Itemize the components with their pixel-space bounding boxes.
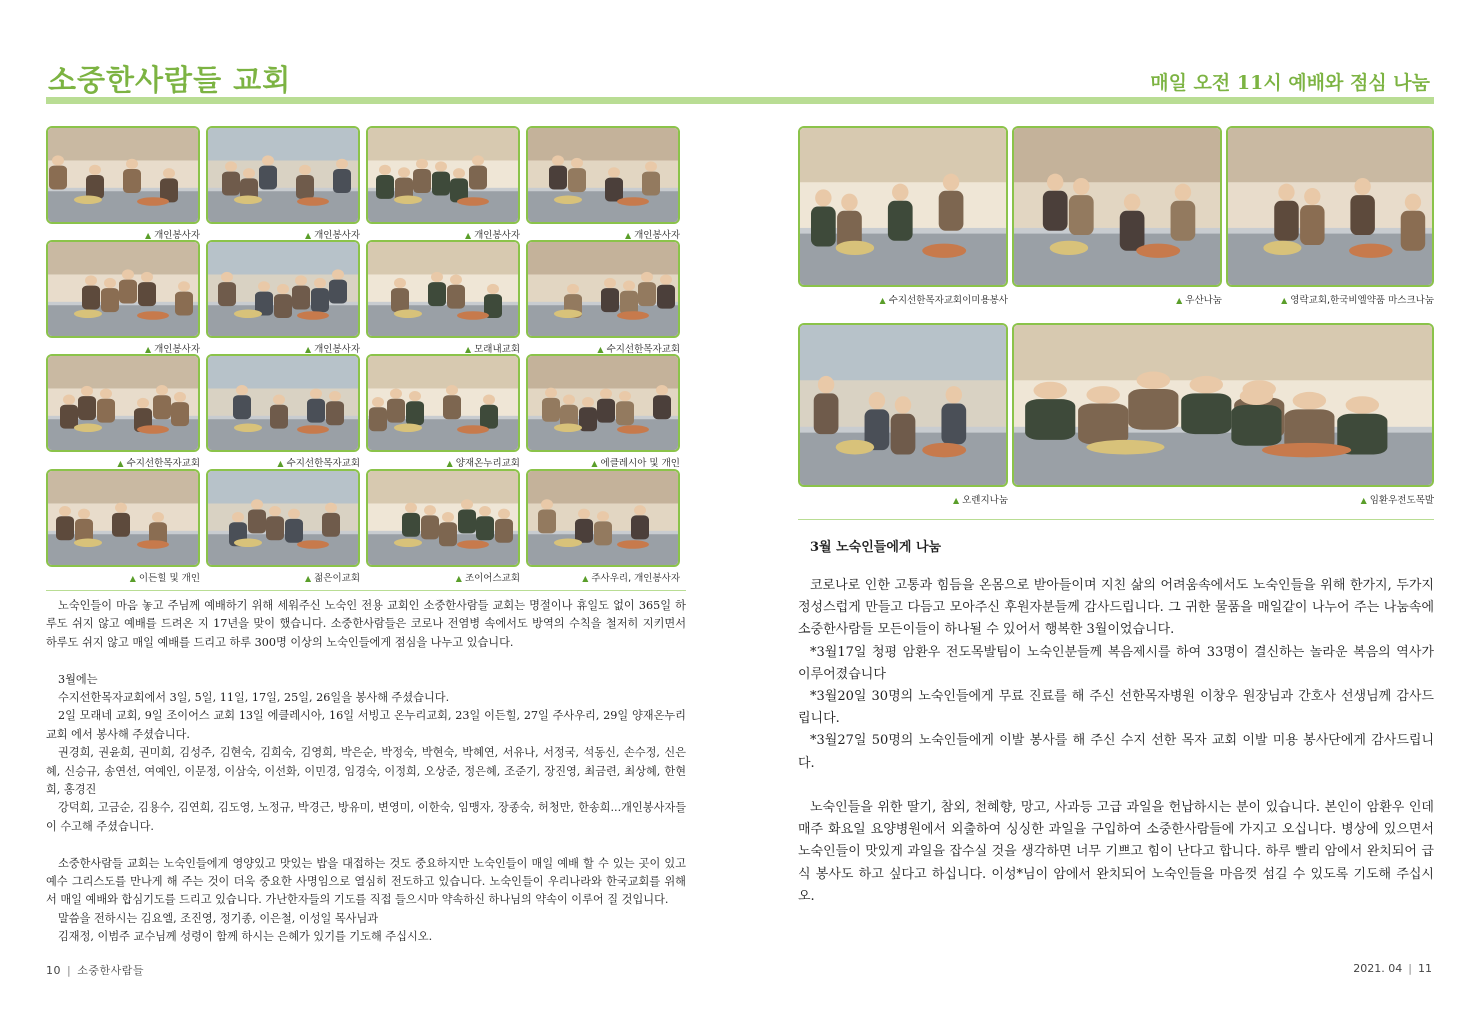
photo-caption-text: 주사우리, 개인봉사자 — [591, 573, 680, 584]
photo-caption-text: 젊은이교회 — [314, 573, 360, 584]
volunteer-photo — [206, 354, 360, 452]
volunteer-photo — [206, 469, 360, 567]
volunteer-photo — [46, 469, 200, 567]
photo-caption — [798, 492, 1008, 506]
triangle-marker-icon: ▲ — [1360, 496, 1367, 505]
volunteer-photo — [366, 354, 520, 452]
photo-caption-text: 개인봉사자 — [314, 344, 360, 355]
right-paragraph: *3월20일 30명의 노숙인들에게 무료 진료를 해 주신 선한목자병원 이창우 원장님과 간호사 선생님께 감사드립니다. — [798, 689, 1434, 727]
triangle-marker-icon: ▲ — [952, 496, 960, 505]
photo-caption — [366, 570, 520, 584]
triangle-marker-icon: ▲ — [597, 345, 604, 354]
triangle-marker-icon: ▲ — [117, 459, 124, 468]
photo-caption — [366, 455, 520, 469]
left-paragraph: 강덕희, 고금순, 김용수, 김연희, 김도영, 노정규, 박경근, 방유미, 변영미, 이한숙, 임맹자, 장종숙, 허청만, 한송희...개인봉사자들이 수고해 주셨습니다. — [46, 801, 686, 833]
photo-caption-text: 개인봉사자 — [314, 230, 360, 241]
triangle-marker-icon: ▲ — [464, 231, 472, 240]
right-paragraph: 노숙인들을 위한 딸기, 참외, 천혜향, 망고, 사과등 고급 과일을 헌납하시는 분이 있습니다. 본인이 암환우 인데 매주 화요일 요양병원에서 외출하여 싱싱한 과일을 구입하여 소중한사람들에 가지고 오십니다. 병상에 있으면서 노숙인들이 맛있게 과일을 잡수실 것을 생각하면 너무 기쁘고 힘이 난다고 합니다. 하루 빨리 암에서 완치되어 급식 봉사도 하고 싶다고 하십니다. 이성*님이 암에서 완치되어 노숙인들을 마음껏 섬길 수 있도록 기도해 주십시오. — [798, 800, 1434, 904]
photo-caption-text: 수지선한목자교회 — [286, 458, 360, 469]
volunteer-photo — [526, 126, 680, 224]
publication-name: 소중한사람들 — [77, 964, 144, 977]
volunteer-photo — [46, 354, 200, 452]
triangle-marker-icon: ▲ — [879, 296, 886, 305]
left-paragraph: 권경희, 권윤희, 권미희, 김성주, 김현숙, 김희숙, 김영희, 박은순, 박정숙, 박현숙, 박혜연, 서유나, 서정국, 석동신, 손수정, 신은혜, 신승규, 송연선, 여예인, 이문정, 이삼숙, 이선화, 이민경, 임경숙, 이정희, 오상준, 정은혜, 조준기, 장진영, 최금련, 최상혜, 한현희, 홍경진 — [46, 746, 686, 797]
photo-caption — [206, 341, 360, 355]
outreach-photo — [1226, 126, 1434, 287]
triangle-marker-icon: ▲ — [144, 231, 152, 240]
left-article — [46, 597, 686, 947]
triangle-marker-icon: ▲ — [446, 459, 453, 468]
volunteer-photo — [46, 126, 200, 224]
photo-caption-text: 개인봉사자 — [154, 344, 200, 355]
footer-left: 10 | 소중한사람들 — [46, 964, 144, 977]
left-paragraph: 김재정, 이범주 교수님께 성령이 함께 하시는 은혜가 있기를 기도해 주십시오. — [58, 930, 433, 944]
photo-caption-text: 임환우전도목발 — [1369, 495, 1434, 506]
outreach-photo — [1012, 323, 1434, 487]
triangle-marker-icon: ▲ — [1281, 296, 1288, 305]
left-paragraph: 수지선한목자교회에서 3일, 5일, 11일, 17일, 25일, 26일을 봉사해 주셨습니다. — [58, 691, 450, 705]
left-paragraph: 2일 모래네 교회, 9일 조이어스 교회 13일 에클레시아, 16일 서빙고 온누리교회, 23일 이든힐, 27일 주사우리, 29일 양재온누리교회 에서 봉사해 주셨습니다. — [46, 709, 686, 741]
photo-caption — [1012, 492, 1434, 506]
triangle-marker-icon: ▲ — [304, 574, 312, 583]
photo-caption — [798, 292, 1008, 306]
right-paragraph: *3월17일 청평 암환우 전도목발팀이 노숙인분들께 복음제시를 하여 33명이 결신하는 놀라운 복음의 역사가 이루어졌습니다 — [798, 644, 1434, 682]
left-paragraph: 소중한사람들 교회는 노숙인들에게 영양있고 맛있는 밥을 대접하는 것도 중요하지만 노숙인들이 매일 예배 할 수 있는 곳이 있고 예수 그리스도를 만나게 해 주는 것이 더욱 중요한 사명임으로 열심히 전도하고 있습니다. 노숙인들이 우리나라와 한국교회를 위해서 매일 예배와 합심기도를 드리고 있습니다. 가난한자들의 기도를 직접 들으시마 약속하신 하나님의 약속이 이루어 질 것입니다. — [46, 856, 686, 907]
left-paragraph: 3월에는 — [58, 672, 98, 686]
triangle-marker-icon: ▲ — [624, 231, 632, 240]
photo-caption — [366, 341, 520, 355]
photo-caption — [46, 455, 200, 469]
triangle-marker-icon: ▲ — [464, 345, 472, 354]
photo-caption — [46, 341, 200, 355]
photo-caption-text: 오렌지나눔 — [962, 495, 1008, 506]
outreach-photo — [798, 126, 1008, 287]
left-paragraph: 말씀을 전하시는 김요엘, 조진영, 정기종, 이은철, 이성일 목사님과 — [58, 911, 379, 925]
left-paragraph: 노숙인들이 마음 놓고 주님께 예배하기 위해 세워주신 노숙인 전용 교회인 소중한사람들 교회는 명절이나 휴일도 없이 365일 하루도 쉬지 않고 예배를 드려온 지 17년을 맞이 했습니다. 소중한사람들은 코로나 전염병 속에서도 방역의 수칙을 철저히 지키면서 하루도 쉬지 않고 매일 예배를 드리고 하루 300명 이상의 노숙인들에게 점심을 나누고 있습니다. — [46, 599, 686, 649]
photo-caption-text: 수지선한목자교회이미용봉사 — [888, 295, 1008, 306]
page-number-right: 11 — [1418, 962, 1432, 975]
photo-caption-text: 개인봉사자 — [634, 230, 680, 241]
page-number-left: 10 — [46, 964, 61, 977]
triangle-marker-icon: ▲ — [582, 574, 589, 583]
issue-date: 2021. 04 — [1353, 962, 1403, 975]
volunteer-photo — [206, 126, 360, 224]
page-title-right: 매일 오전 11시 예배와 점심 나눔 — [1150, 72, 1430, 94]
triangle-marker-icon: ▲ — [591, 459, 598, 468]
triangle-marker-icon: ▲ — [277, 459, 284, 468]
photo-caption-text: 양재온누리교회 — [455, 458, 520, 469]
photo-caption — [206, 570, 360, 584]
right-paragraph: 코로나로 인한 고통과 힘듬을 온몸으로 받아들이며 지친 삶의 어려움속에서도 노숙인들을 위해 한가지, 두가지 정성스럽게 만들고 다듬고 모아주신 후원자분들께 감사드립니다. 그 귀한 물품을 매일같이 나누어 주는 나눔속에 소중한사람들 모든이들이 하나될 수 있어서 행복한 3월이었습니다. — [798, 578, 1434, 638]
volunteer-photo — [526, 354, 680, 452]
photo-caption-text: 수지선한목자교회 — [126, 458, 200, 469]
photo-caption-text: 개인봉사자 — [474, 230, 520, 241]
triangle-marker-icon: ▲ — [304, 231, 312, 240]
photo-caption — [1012, 292, 1222, 306]
photo-caption-text: 조이어스교회 — [464, 573, 520, 584]
triangle-marker-icon: ▲ — [129, 574, 136, 583]
photo-caption-text: 모래내교회 — [474, 344, 520, 355]
photo-caption — [526, 227, 680, 241]
volunteer-photo — [46, 240, 200, 338]
outreach-photo — [1012, 126, 1222, 287]
volunteer-photo — [366, 469, 520, 567]
photo-caption — [526, 570, 680, 584]
photo-caption-text: 에클레시아 및 개인 — [600, 458, 680, 469]
photo-caption — [46, 570, 200, 584]
right-article-heading: 3월 노숙인들에게 나눔 — [810, 540, 942, 555]
photo-caption-text: 수지선한목자교회 — [606, 344, 680, 355]
outreach-photo — [798, 323, 1008, 487]
left-divider — [46, 590, 686, 591]
triangle-marker-icon: ▲ — [304, 345, 312, 354]
footer-right: 2021. 04 | 11 — [1353, 962, 1432, 975]
triangle-marker-icon: ▲ — [455, 574, 462, 583]
volunteer-photo — [206, 240, 360, 338]
photo-caption-text: 이든힐 및 개인 — [138, 573, 200, 584]
header-rule — [46, 97, 1434, 104]
triangle-marker-icon: ▲ — [1176, 296, 1183, 305]
volunteer-photo — [366, 126, 520, 224]
triangle-marker-icon: ▲ — [144, 345, 152, 354]
photo-caption — [46, 227, 200, 241]
right-article — [798, 575, 1434, 908]
volunteer-photo — [366, 240, 520, 338]
photo-caption — [526, 341, 680, 355]
volunteer-photo — [526, 240, 680, 338]
photo-caption-text: 영락교회,한국비엘약품 마스크나눔 — [1290, 295, 1434, 306]
photo-caption-text: 개인봉사자 — [154, 230, 200, 241]
photo-caption — [366, 227, 520, 241]
photo-caption-text: 우산나눔 — [1185, 295, 1222, 306]
page-title-left: 소중한사람들 교회 — [48, 63, 292, 97]
photo-caption — [206, 455, 360, 469]
right-paragraph: *3월27일 50명의 노숙인들에게 이발 봉사를 해 주신 수지 선한 목자 교회 이발 미용 봉사단에게 감사드립니다. — [798, 733, 1434, 771]
volunteer-photo — [526, 469, 680, 567]
photo-caption — [1226, 292, 1434, 306]
right-divider — [798, 519, 1434, 520]
photo-caption — [526, 455, 680, 469]
photo-caption — [206, 227, 360, 241]
